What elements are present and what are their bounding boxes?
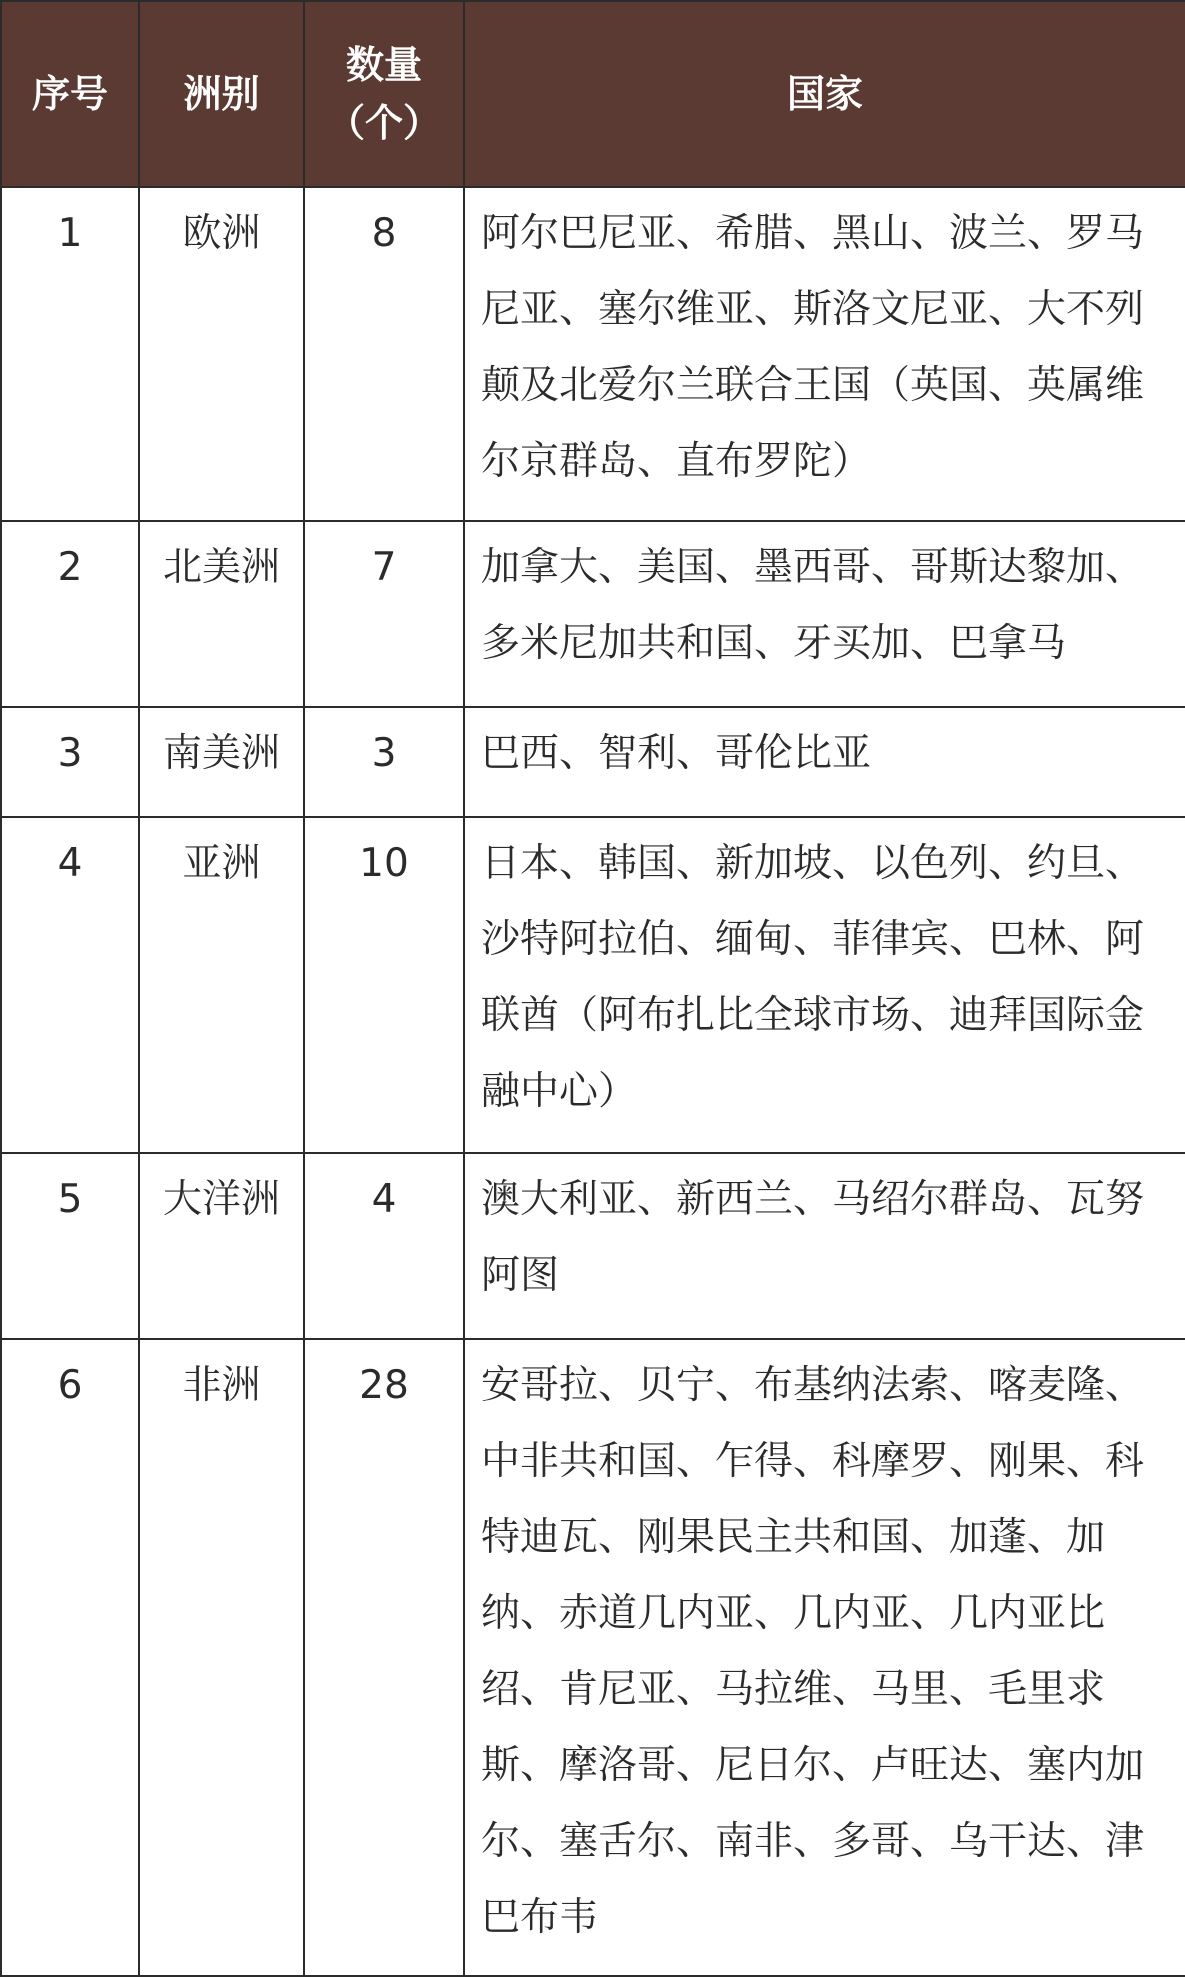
row-count: 8 (304, 187, 464, 521)
header-index: 序号 (1, 1, 139, 187)
row-countries: 安哥拉、贝宁、布基纳法索、喀麦隆、中非共和国、乍得、科摩罗、刚果、科特迪瓦、刚果民主共和国、加蓬、加纳、赤道几内亚、几内亚、几内亚比绍、肯尼亚、马拉维、马里、毛里求斯、摩洛哥、尼日尔、卢旺达、塞内加尔、塞舌尔、南非、多哥、乌干达、津巴布韦 (464, 1339, 1185, 1976)
row-index: 3 (1, 707, 139, 817)
row-countries: 巴西、智利、哥伦比亚 (464, 707, 1185, 817)
row-countries: 加拿大、美国、墨西哥、哥斯达黎加、多米尼加共和国、牙买加、巴拿马 (464, 521, 1185, 707)
table-row (1, 187, 1185, 521)
row-count: 4 (304, 1153, 464, 1339)
row-index: 1 (1, 187, 139, 521)
row-count: 3 (304, 707, 464, 817)
table-row (1, 1153, 1185, 1339)
table-header (1, 1, 1185, 187)
header-count-label: 数量 (345, 43, 422, 87)
header-count (304, 1, 464, 187)
row-countries: 阿尔巴尼亚、希腊、黑山、波兰、罗马尼亚、塞尔维亚、斯洛文尼亚、大不列颠及北爱尔兰联合王国（英国、英属维尔京群岛、直布罗陀） (464, 187, 1185, 521)
table-row (1, 521, 1185, 707)
row-continent: 大洋洲 (139, 1153, 304, 1339)
row-continent: 北美洲 (139, 521, 304, 707)
header-countries: 国家 (464, 1, 1185, 187)
row-count: 7 (304, 521, 464, 707)
row-count: 10 (304, 817, 464, 1153)
row-continent: 亚洲 (139, 817, 304, 1153)
row-index: 2 (1, 521, 139, 707)
row-countries: 日本、韩国、新加坡、以色列、约旦、沙特阿拉伯、缅甸、菲律宾、巴林、阿联酋（阿布扎比全球市场、迪拜国际金融中心） (464, 817, 1185, 1153)
row-continent: 非洲 (139, 1339, 304, 1976)
table-row (1, 1339, 1185, 1976)
table-row (1, 707, 1185, 817)
row-index: 5 (1, 1153, 139, 1339)
header-count-unit: （个） (326, 101, 441, 145)
row-index: 4 (1, 817, 139, 1153)
header-row (1, 1, 1185, 187)
table-body (1, 187, 1185, 1976)
header-continent: 洲别 (139, 1, 304, 187)
row-count: 28 (304, 1339, 464, 1976)
row-index: 6 (1, 1339, 139, 1976)
table-row (1, 817, 1185, 1153)
row-continent: 欧洲 (139, 187, 304, 521)
row-continent: 南美洲 (139, 707, 304, 817)
row-countries: 澳大利亚、新西兰、马绍尔群岛、瓦努阿图 (464, 1153, 1185, 1339)
